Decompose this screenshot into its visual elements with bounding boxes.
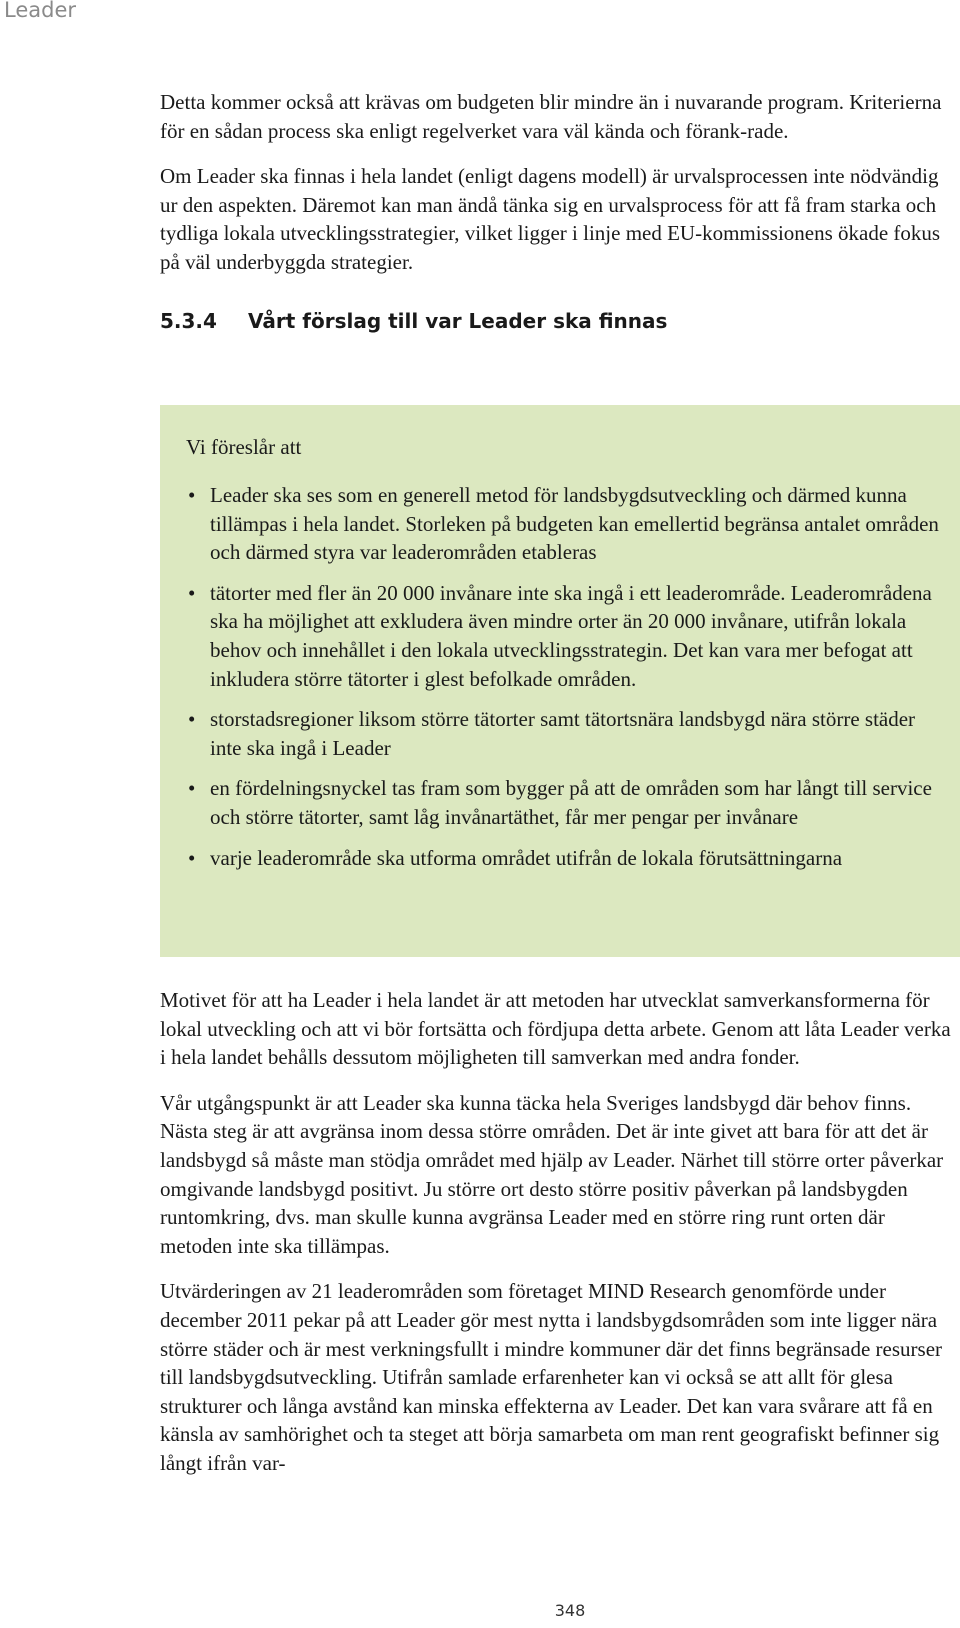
bullet-icon: •: [188, 580, 196, 605]
proposal-item-text: tätorter med fler än 20 000 invånare inte ska ingå i ett leaderområde. Leaderområdena ska ha möjlighet att exkludera även mindre orter än 20 000 invånare, utifrån lokala behov och innehållet i den lokala utvecklingsstrategin. Det kan vara mer befogat att inkludera större tätorter i glest befolkade områden.: [210, 580, 932, 691]
proposal-item-text: varje leaderområde ska utforma området utifrån de lokala förutsättningarna: [210, 845, 843, 870]
proposal-list: [186, 481, 940, 872]
proposal-item: [186, 844, 940, 873]
intro-paragraph-1: Detta kommer också att krävas om budgeten blir mindre än i nuvarande program. Kriterierna för en sådan process ska enligt regelverket vara väl kända och förank-rade.: [160, 90, 942, 143]
proposal-item: [186, 481, 940, 567]
proposal-box: [160, 405, 960, 957]
proposal-item: [186, 579, 940, 693]
intro-paragraph-2: Om Leader ska finnas i hela landet (enligt dagens modell) är urvalsprocessen inte nödvändig ur den aspekten. Däremot kan man ändå tänka sig en urvalsprocess för att få fram starka och tydliga lokala utvecklingsstrategier, vilket ligger i linje med EU-kommissionens ökade fokus på väl underbyggda strategier.: [160, 164, 941, 274]
proposal-item: [186, 774, 940, 831]
bullet-icon: •: [188, 707, 196, 732]
page-number: 348: [554, 1601, 586, 1620]
body-paragraph-3: Utvärderingen av 21 leaderområden som företaget MIND Research genomförde under december 2011 pekar på att Leader gör mest nytta i landsbygdsområden som inte ligger nära större städer och är mest verkningsfullt i mindre kommuner där det finns begränsade resurser till landsbygdsutveckling. Utifrån samlade erfarenheter kan vi också se att allt för glesa strukturer och långa avstånd kan minska effekterna av Leader. Det kan vara svårare att få en känsla av samhörighet och ta steget att börja samarbeta om man rent geografiskt befinner sig långt ifrån var-: [160, 1279, 943, 1475]
proposal-item-text: Leader ska ses som en generell metod för landsbygdsutveckling och därmed kunna tillämpas i hela landet. Storleken på budgeten kan emellertid begränsa antalet områden och därmed styra var leaderområden etableras: [210, 483, 939, 565]
body-section: [160, 986, 955, 1495]
proposal-box-title: Vi föreslår att: [186, 435, 302, 459]
proposal-item-text: storstadsregioner liksom större tätorter samt tätortsnära landsbygd nära större städer inte ska ingå i Leader: [210, 707, 916, 760]
section-number: 5.3.4: [160, 308, 217, 333]
body-paragraph-1: Motivet för att ha Leader i hela landet är att metoden har utvecklat samverkansformerna för lokal utveckling och att vi bör fortsätta och fördjupa detta arbete. Genom att låta Leader verka i hela landet behålls dessutom möjligheten till samverkan med andra fonder.: [160, 988, 951, 1070]
section-title: Vårt förslag till var Leader ska finnas: [248, 308, 668, 333]
bullet-icon: •: [188, 845, 196, 870]
bullet-icon: •: [188, 483, 196, 507]
running-header: Leader: [4, 0, 77, 22]
body-paragraph-2: Vår utgångspunkt är att Leader ska kunna täcka hela Sveriges landsbygd där behov finns. Nästa steg är att avgränsa inom dessa större områden. Det är inte givet att bara för att det är landsbygd så måste man stödja området med hjälp av Leader. Närhet till större orter påverkar omgivande landsbygd positivt. Ju större ort desto större positiv påverkan på landsbygden runtomkring, dvs. man skulle kunna avgränsa Leader med en större ring runt orten där metoden inte ska tillämpas.: [160, 1090, 944, 1258]
proposal-item-text: en fördelningsnyckel tas fram som bygger på att de områden som har långt till service och större tätorter, samt låg invånartäthet, får mer pengar per invånare: [210, 776, 932, 829]
section-heading: [160, 309, 950, 333]
intro-section: [160, 88, 950, 333]
proposal-item: [186, 705, 940, 762]
bullet-icon: •: [188, 776, 196, 801]
